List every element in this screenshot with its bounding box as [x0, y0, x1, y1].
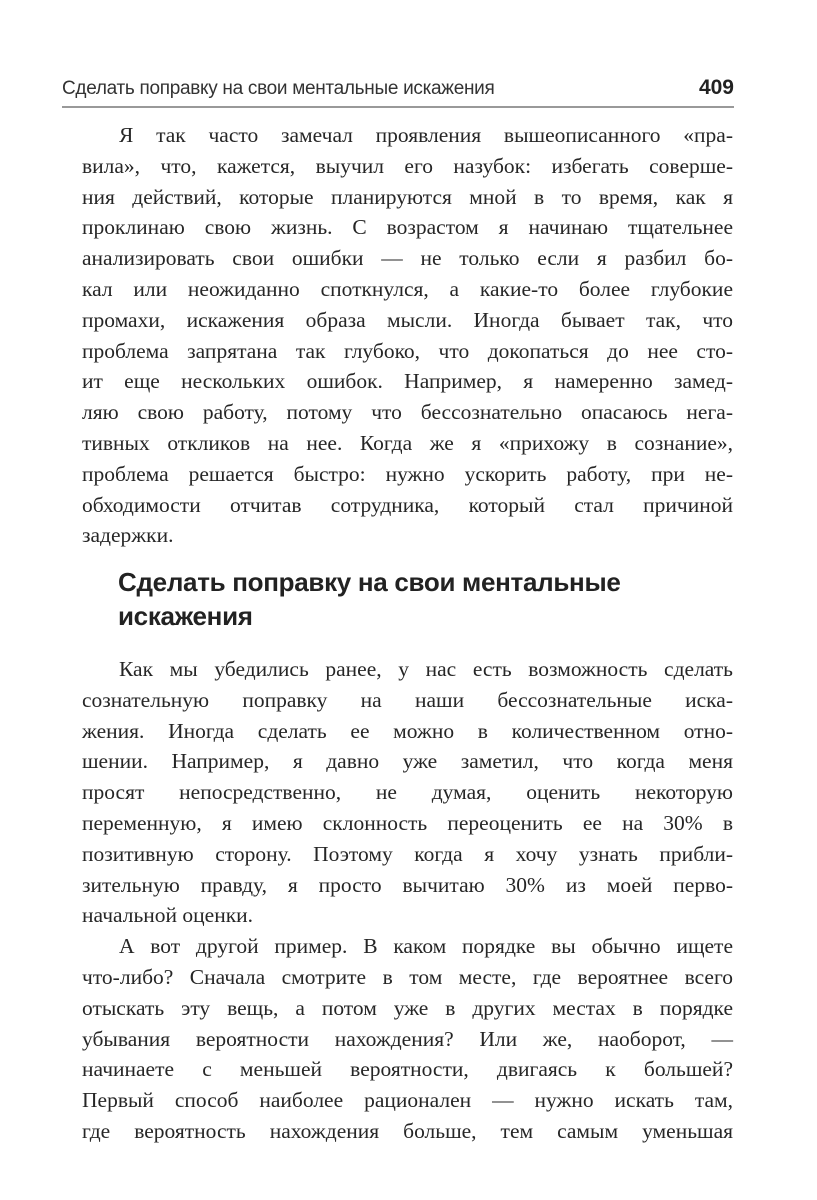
text-line: ляю свою работу, потому что бессознательно опасаюсь нега-	[82, 400, 733, 425]
text-line: позитивную сторону. Поэтому когда я хочу узнать прибли-	[82, 841, 733, 866]
text-line: вила», что, кажется, выучил его назубок: избегать соверше-	[82, 153, 733, 178]
paragraph	[82, 931, 733, 1147]
running-header	[62, 76, 734, 108]
text-line: зительную правду, я просто вычитаю 30% из моей перво-	[82, 872, 733, 897]
text-line: обходимости отчитав сотрудника, который стал причиной	[82, 492, 733, 517]
text-line: промахи, искажения образа мысли. Иногда бывает так, что	[82, 307, 733, 332]
text-line: где вероятность нахождения больше, тем самым уменьшая	[82, 1118, 733, 1143]
text-line: переменную, я имею склонность переоценить ее на 30% в	[82, 810, 733, 835]
text-line: проблема решается быстро: нужно ускорить работу, при не-	[82, 461, 733, 486]
text-line: тивных откликов на нее. Когда же я «прихожу в сознание»,	[82, 430, 733, 455]
text-line: просят непосредственно, не думая, оценить некоторую	[82, 780, 733, 805]
text-line: А вот другой пример. В каком порядке вы обычно ищете	[119, 934, 733, 959]
text-line: шении. Например, я давно уже заметил, что когда меня	[82, 749, 733, 774]
text-line: анализировать свои ошибки — не только если я разбил бо-	[82, 246, 733, 271]
text-line: начальной оценки.	[82, 903, 254, 928]
text-line: ит еще нескольких ошибок. Например, я намеренно замед-	[82, 369, 733, 394]
text-line: Первый способ наиболее рационален — нужно искать там,	[82, 1088, 733, 1113]
text-line: отыскать эту вещь, а потом уже в других местах в порядке	[82, 995, 733, 1020]
section-heading	[118, 565, 621, 633]
page-number: 409	[698, 76, 734, 99]
text-line: задержки.	[82, 523, 174, 548]
paragraph	[82, 120, 733, 551]
paragraph	[82, 654, 733, 931]
text-line: проблема запрятана так глубоко, что докопаться до нее сто-	[82, 338, 733, 363]
section-heading-line: Сделать поправку на свои ментальные	[118, 567, 621, 597]
text-line: Я так часто замечал проявления вышеописанного «пра-	[119, 123, 733, 147]
text-line: проклинаю свою жизнь. С возрастом я начинаю тщательнее	[82, 215, 733, 240]
text-line: ния действий, которые планируются мной в то время, как я	[82, 184, 733, 209]
text-line: Как мы убедились ранее, у нас есть возможность сделать	[119, 657, 733, 681]
section-2-body	[82, 654, 733, 1147]
text-line: жения. Иногда сделать ее можно в количественном отно-	[82, 718, 733, 743]
text-line: убывания вероятности нахождения? Или же, наоборот, —	[82, 1026, 733, 1051]
running-header-title: Сделать поправку на свои ментальные искажения	[62, 78, 495, 99]
text-line: кал или неожиданно споткнулся, а какие-то более глубокие	[82, 276, 733, 301]
text-line: сознательную поправку на наши бессознательные иска-	[82, 687, 733, 712]
text-line: начинаете с меньшей вероятности, двигаясь к большей?	[82, 1057, 733, 1082]
section-heading-line: искажения	[118, 601, 253, 631]
section-1-body	[82, 120, 733, 551]
text-line: что-либо? Сначала смотрите в том месте, где вероятнее всего	[82, 964, 733, 989]
